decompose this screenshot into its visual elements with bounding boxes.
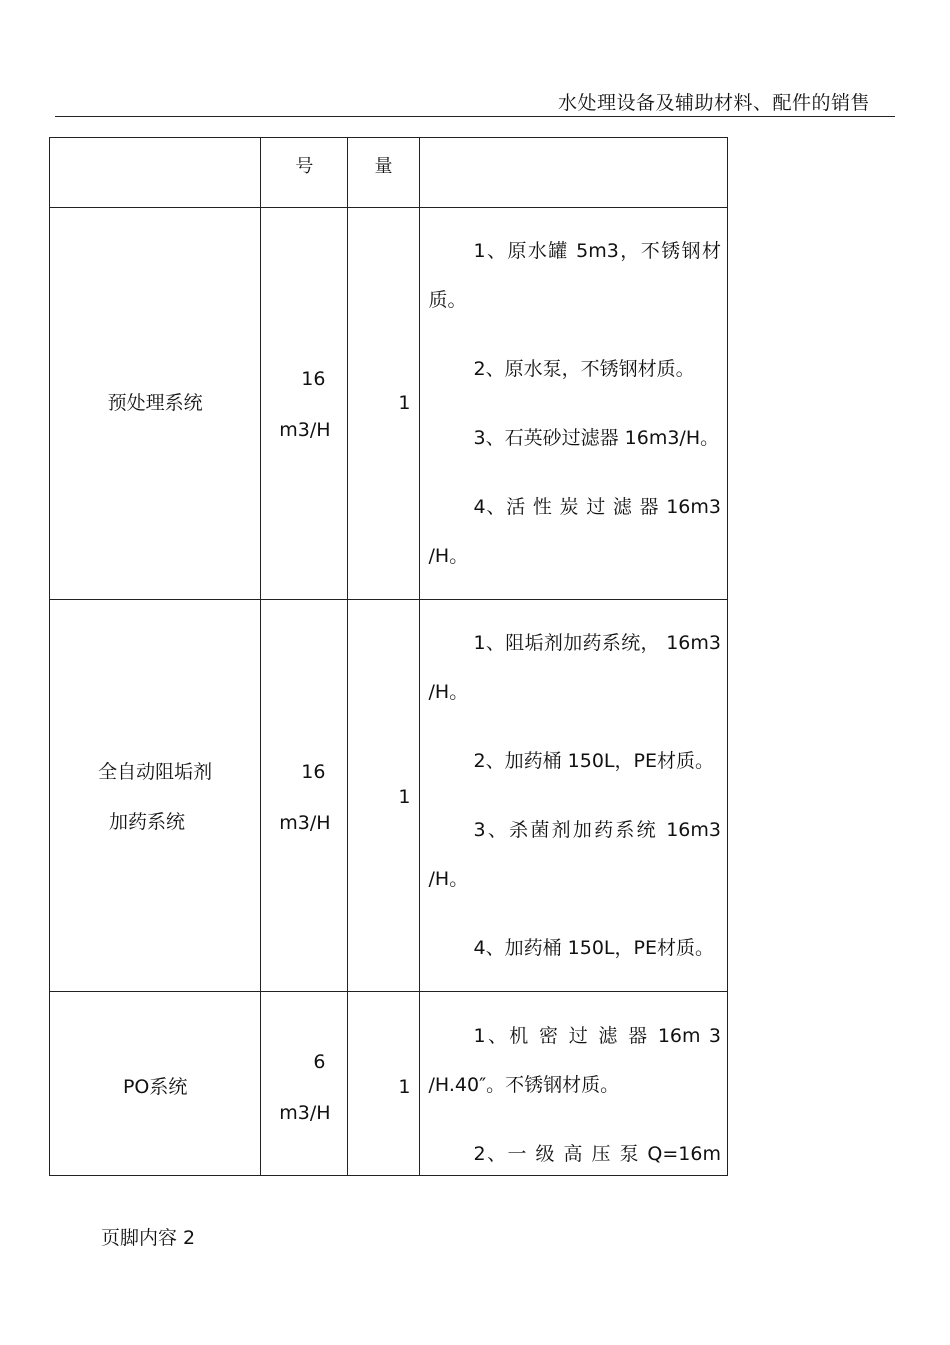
header-cell-spec xyxy=(261,138,348,208)
desc-list xyxy=(429,619,721,973)
system-name-line: 全自动阻垢剂 xyxy=(98,761,213,783)
desc-line: 3、杀菌剂加药系统 16m3 xyxy=(473,819,721,841)
system-name-line: 加药系统 xyxy=(109,811,186,833)
page-header-title: 水处理设备及辅助材料、配件的销售 xyxy=(557,92,870,114)
header-cell-desc-empty xyxy=(419,138,727,208)
spec-cell xyxy=(261,600,348,992)
header-label-spec: 号 xyxy=(295,156,314,177)
spec-number: 16 xyxy=(301,368,326,390)
page-footer: 页脚内容 2 xyxy=(101,1227,196,1249)
desc-line: /H。 xyxy=(428,868,469,890)
desc-line: 1、阻垢剂加药系统， 16m3 xyxy=(473,632,721,654)
qty-cell xyxy=(348,208,419,600)
spec-unit: m3/H xyxy=(279,419,331,441)
desc-cell xyxy=(419,600,727,992)
system-name xyxy=(50,747,260,847)
desc-line: /H.40″。不锈钢材质。 xyxy=(428,1074,620,1096)
header-label-qty: 量 xyxy=(374,156,393,177)
spec-number: 6 xyxy=(313,1051,326,1073)
qty-value: 1 xyxy=(398,1076,411,1098)
desc-line: 4、活 性 炭 过 滤 器 16m3 xyxy=(473,496,721,518)
qty-value: 1 xyxy=(398,392,411,414)
system-name xyxy=(50,1062,260,1112)
spec-value xyxy=(279,1037,333,1139)
desc-cell xyxy=(419,208,727,600)
desc-line: 4、加药桶 150L，PE材质。 xyxy=(473,937,714,959)
spec-value xyxy=(279,354,333,456)
table-row xyxy=(50,600,728,992)
desc-line: /H。 xyxy=(428,545,469,567)
desc-line: 2、加药桶 150L，PE材质。 xyxy=(473,750,714,772)
system-name-cell xyxy=(50,600,261,992)
spec-number: 16 xyxy=(301,761,326,783)
desc-line: 2、原水泵，不锈钢材质。 xyxy=(473,358,695,380)
header-cell-qty xyxy=(348,138,419,208)
spec-cell xyxy=(261,208,348,600)
spec-unit: m3/H xyxy=(279,812,331,834)
system-name-cell xyxy=(50,208,261,600)
desc-line: 1、机 密 过 滤 器 16m 3 xyxy=(473,1025,721,1047)
qty-cell xyxy=(348,600,419,992)
desc-line: 1、原水罐 5m3，不锈钢材 xyxy=(473,240,721,262)
qty-cell xyxy=(348,992,419,1176)
system-name-cell xyxy=(50,992,261,1176)
table-row xyxy=(50,992,728,1176)
qty-value: 1 xyxy=(398,786,411,808)
header-divider xyxy=(55,116,895,117)
desc-line: 质。 xyxy=(428,289,467,311)
table-row xyxy=(50,208,728,600)
equipment-table xyxy=(49,137,728,1176)
system-name-line: 预处理系统 xyxy=(107,392,203,414)
spec-cell xyxy=(261,992,348,1176)
desc-line: 2、一 级 高 压 泵 Q=16m xyxy=(473,1143,721,1165)
spec-value xyxy=(279,747,333,849)
desc-line: 3、石英砂过滤器 16m3/H。 xyxy=(473,427,720,449)
system-name-line: PO系统 xyxy=(122,1076,188,1098)
table-header-row xyxy=(50,138,728,208)
desc-line: /H。 xyxy=(428,681,469,703)
desc-list xyxy=(429,227,721,581)
header-cell-empty xyxy=(50,138,261,208)
system-name xyxy=(50,378,260,428)
spec-unit: m3/H xyxy=(279,1102,331,1124)
desc-cell xyxy=(419,992,727,1176)
desc-list xyxy=(429,1012,721,1179)
